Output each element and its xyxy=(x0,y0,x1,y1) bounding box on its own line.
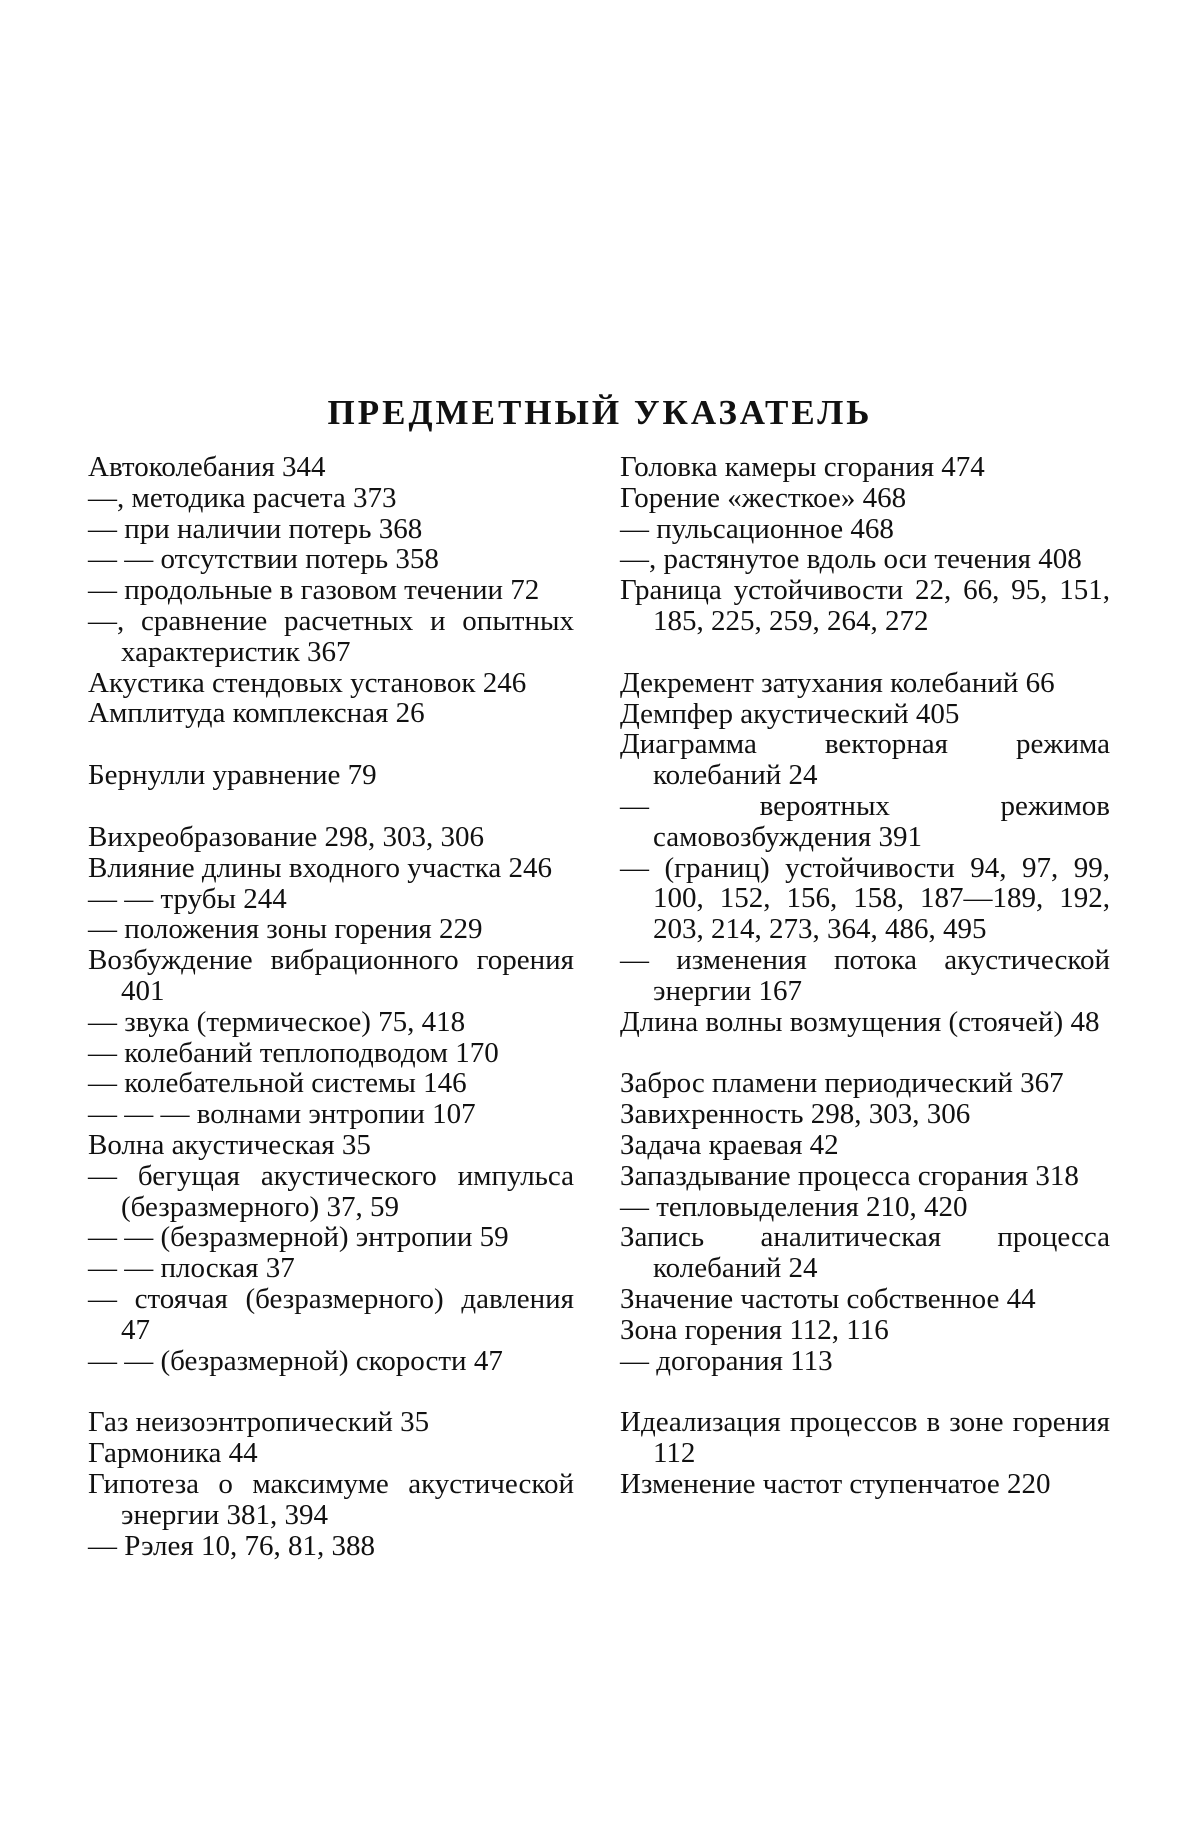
index-entry: Волна акустическая 35 xyxy=(88,1128,371,1161)
index-entry: Вихреобразование 298, 303, 306 xyxy=(88,820,484,853)
index-entry: — — — волнами энтропии 107 xyxy=(88,1098,476,1131)
index-entry: —, сравнение расчетных и опытных характеристик 367 xyxy=(88,604,574,668)
index-entry: — Рэлея 10, 76, 81, 388 xyxy=(88,1529,375,1562)
index-entry: — звука (термическое) 75, 418 xyxy=(88,1005,466,1038)
index-entry: — продольные в газовом течении 72 xyxy=(88,574,540,607)
index-entry: Горение «жесткое» 468 xyxy=(620,481,907,514)
index-entry: — изменения потока акустической энергии 167 xyxy=(620,943,1110,1007)
index-entry: — — плоская 37 xyxy=(88,1252,295,1285)
index-entry: Автоколебания 344 xyxy=(88,451,326,483)
index-column-right xyxy=(620,452,1110,1500)
index-entry: Декремент затухания колебаний 66 xyxy=(620,666,1055,699)
index-entry: Значение частоты собственное 44 xyxy=(620,1282,1036,1315)
index-entry: Амплитуда комплексная 26 xyxy=(88,697,425,730)
index-entry: — — (безразмерной) скорости 47 xyxy=(88,1344,503,1377)
index-entry: — стоячая (безразмерного) давления 47 xyxy=(88,1282,574,1346)
index-entry: Гипотеза о максимуме акустической энергии 381, 394 xyxy=(88,1467,574,1531)
index-entry: Гармоника 44 xyxy=(88,1437,258,1470)
index-entry: Головка камеры сгорания 474 xyxy=(620,451,985,483)
index-entry: — догорания 113 xyxy=(620,1344,833,1377)
index-entry: Заброс пламени периодический 367 xyxy=(620,1067,1064,1100)
index-entry: — положения зоны горения 229 xyxy=(88,913,483,946)
index-entry: Запись аналитическая процесса колебаний 24 xyxy=(620,1221,1110,1285)
index-entry: Демпфер акустический 405 xyxy=(620,697,960,730)
index-entry: Акустика стендовых установок 246 xyxy=(88,666,527,699)
index-entry: Бернулли уравнение 79 xyxy=(88,759,377,792)
index-entry: Диаграмма векторная режима колебаний 24 xyxy=(620,728,1110,792)
index-entry: Длина волны возмущения (стоячей) 48 xyxy=(620,1005,1100,1038)
index-entry: —, методика расчета 373 xyxy=(88,481,397,514)
index-entry: — вероятных режимов самовозбуждения 391 xyxy=(620,789,1110,853)
index-entry: — колебаний теплоподводом 170 xyxy=(88,1036,499,1069)
index-entry: — при наличии потерь 368 xyxy=(88,512,423,545)
index-entry: Идеализация процессов в зоне горения 112 xyxy=(620,1406,1110,1470)
index-entry: — пульсационное 468 xyxy=(620,512,894,545)
index-entry: — — трубы 244 xyxy=(88,882,287,915)
index-entry: Возбуждение вибрационного горения 401 xyxy=(88,944,574,1007)
index-entry: Запаздывание процесса сгорания 318 xyxy=(620,1159,1079,1192)
index-entry: Завихренность 298, 303, 306 xyxy=(620,1098,971,1131)
index-entry: Задача краевая 42 xyxy=(620,1128,839,1161)
index-entry: —, растянутое вдоль оси течения 408 xyxy=(620,543,1082,576)
index-entry: — — (безразмерной) энтропии 59 xyxy=(88,1221,509,1254)
index-column-left xyxy=(88,452,574,1561)
index-entry: — тепловыделения 210, 420 xyxy=(620,1190,968,1223)
index-entry: — — отсутствии потерь 358 xyxy=(88,543,439,576)
page-title: ПРЕДМЕТНЫЙ УКАЗАТЕЛЬ xyxy=(327,393,873,432)
index-entry: Газ неизоэнтропический 35 xyxy=(88,1406,430,1439)
index-entry: Зона горения 112, 116 xyxy=(620,1313,889,1346)
index-entry: Изменение частот ступенчатое 220 xyxy=(620,1467,1051,1500)
index-entry: Граница устойчивости 22, 66, 95, 151, 185, 225, 259, 264, 272 xyxy=(620,574,1110,637)
index-entry: Влияние длины входного участка 246 xyxy=(88,851,553,884)
index-entry: — (границ) устойчивости 94, 97, 99, 100, 152, 156, 158, 187—189, 192, 203, 214, 273, 364, 486, 495 xyxy=(620,851,1110,946)
index-entry: — колебательной системы 146 xyxy=(88,1067,467,1100)
index-entry: — бегущая акустического импульса (безразмерного) 37, 59 xyxy=(88,1159,574,1223)
